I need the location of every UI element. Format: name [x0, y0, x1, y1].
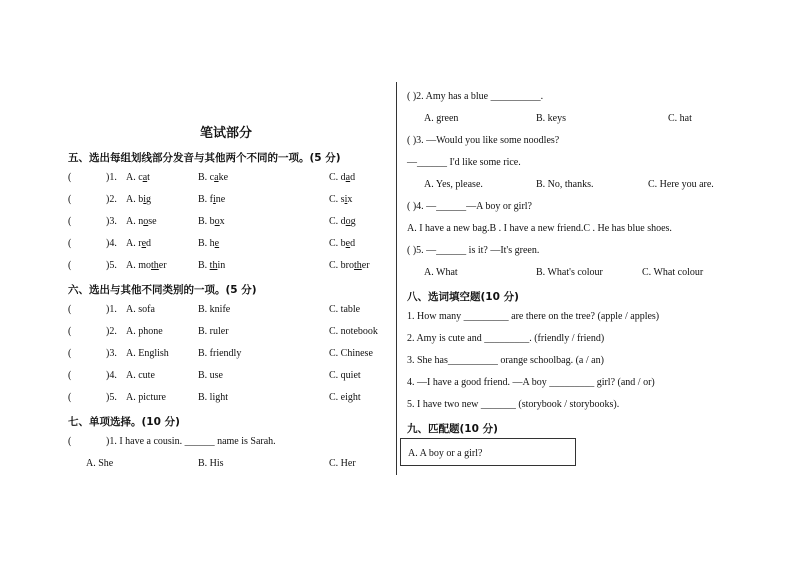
- underlined-letters: th: [354, 260, 362, 271]
- answer-paren: (: [68, 238, 72, 249]
- underlined-letters: i: [143, 194, 147, 205]
- section-7-heading: 七、单项选择。(10 分): [68, 416, 180, 428]
- option-text-part: A.: [126, 216, 139, 227]
- option-b: [198, 194, 225, 206]
- option-b: B. ruler: [198, 326, 229, 337]
- question-7-1-text: )1. I have a cousin. ______ name is Sarah.: [106, 436, 276, 447]
- option-text-part: d: [340, 216, 346, 227]
- column-divider: [396, 82, 397, 475]
- page-title: 笔试部分: [200, 126, 253, 141]
- section-9-heading: 九、匹配题(10 分): [407, 423, 498, 435]
- option-c: C. Chinese: [329, 348, 373, 359]
- question-7-3-response: —______ I'd like some rice.: [407, 157, 521, 168]
- option-b: B. knife: [198, 304, 231, 315]
- option-b: B. use: [198, 370, 223, 381]
- underlined-letters: a: [345, 172, 351, 183]
- answer-paren: (: [68, 436, 72, 447]
- underlined-letters: i: [344, 194, 348, 205]
- answer-paren: (: [68, 304, 72, 315]
- question-7-5-option-c: C. What colour: [642, 267, 704, 278]
- option-b: B. friendly: [198, 348, 242, 359]
- question-7-3-option-a: A. Yes, please.: [424, 179, 483, 190]
- option-text-part: t: [147, 172, 150, 183]
- option-a: [126, 194, 151, 206]
- option-text-part: b: [209, 216, 215, 227]
- question-number: )5.: [106, 260, 117, 271]
- option-text-part: c: [138, 172, 143, 183]
- section-8-item-5: 5. I have two new _______ (storybook / storybooks).: [407, 399, 620, 410]
- section-5-heading: 五、选出每组划线部分发音与其他两个不同的一项。(5 分): [68, 152, 341, 164]
- option-text-part: n: [138, 216, 144, 227]
- section-6-heading: 六、选出与其他不同类别的一项。(5 分): [68, 284, 257, 296]
- question-7-2-option-b: B. keys: [536, 113, 566, 124]
- option-c: C. notebook: [329, 326, 378, 337]
- option-c: [329, 260, 370, 272]
- option-text-part: g: [146, 194, 152, 205]
- question-7-1-option-b: B. His: [198, 458, 224, 469]
- underlined-letters: th: [151, 260, 159, 271]
- question-7-2-option-c: C. hat: [668, 113, 692, 124]
- section-8-heading: 八、选词填空题(10 分): [407, 291, 519, 303]
- option-b: [198, 260, 225, 272]
- option-text-part: x: [219, 216, 225, 227]
- answer-paren: (: [68, 348, 72, 359]
- question-7-2: ( )2. Amy has a blue __________.: [407, 91, 544, 102]
- option-a: A. English: [126, 348, 169, 359]
- option-text-part: B.: [198, 260, 210, 271]
- answer-paren: (: [68, 172, 72, 183]
- option-text-part: C.: [329, 194, 341, 205]
- option-text-part: A.: [126, 260, 139, 271]
- option-b: B. light: [198, 392, 229, 403]
- option-c: [329, 194, 352, 206]
- question-number: )2.: [106, 194, 117, 205]
- underlined-letters: th: [209, 260, 218, 271]
- option-text-part: B.: [198, 172, 210, 183]
- question-7-3: ( )3. —Would you like some noodles?: [407, 135, 560, 146]
- option-c: [329, 216, 356, 228]
- answer-paren: (: [68, 216, 72, 227]
- option-b: [198, 216, 225, 228]
- option-text-part: d: [340, 172, 346, 183]
- question-number: )2.: [106, 326, 117, 337]
- underlined-letters: e: [214, 238, 220, 249]
- option-text-part: in: [217, 260, 226, 271]
- underlined-letters: o: [214, 216, 220, 227]
- option-text-part: r: [138, 238, 142, 249]
- underlined-letters: o: [345, 216, 351, 227]
- underlined-letters: i: [213, 194, 216, 205]
- question-number: )1.: [106, 304, 117, 315]
- question-7-4-options: A. I have a new bag.B . I have a new friend.C . He has blue shoes.: [407, 223, 672, 234]
- option-a: [126, 260, 167, 272]
- option-c: C. quiet: [329, 370, 361, 381]
- option-text-part: C.: [329, 172, 341, 183]
- option-a: A. phone: [126, 326, 163, 337]
- answer-paren: (: [68, 194, 72, 205]
- question-number: )4.: [106, 238, 117, 249]
- option-text-part: er: [158, 260, 167, 271]
- underlined-letters: o: [143, 216, 149, 227]
- option-text-part: f: [209, 194, 214, 205]
- option-text-part: b: [138, 194, 144, 205]
- match-box-text: A. A boy or a girl?: [408, 448, 483, 459]
- option-text-part: er: [361, 260, 370, 271]
- underlined-letters: a: [214, 172, 219, 183]
- option-text-part: C.: [329, 260, 341, 271]
- option-text-part: bro: [340, 260, 355, 271]
- option-a: [126, 238, 151, 250]
- match-box: [400, 438, 576, 466]
- option-text-part: A.: [126, 172, 139, 183]
- option-a: A. cute: [126, 370, 155, 381]
- option-c: C. eight: [329, 392, 361, 403]
- question-7-1-option-a: A. She: [86, 458, 114, 469]
- underlined-letters: a: [142, 172, 148, 183]
- question-7-5-option-b: B. What's colour: [536, 267, 603, 278]
- question-number: )1.: [106, 172, 117, 183]
- answer-paren: (: [68, 370, 72, 381]
- answer-paren: (: [68, 392, 72, 403]
- option-text-part: B.: [198, 216, 210, 227]
- option-text-part: c: [209, 172, 215, 183]
- option-c: C. table: [329, 304, 361, 315]
- question-7-1: [68, 436, 276, 448]
- section-8-item-3: 3. She has__________ orange schoolbag. (a / an): [407, 355, 604, 366]
- option-a: A. sofa: [126, 304, 155, 315]
- option-a: A. picture: [126, 392, 166, 403]
- question-7-3-option-c: C. Here you are.: [648, 179, 714, 190]
- question-7-2-option-a: A. green: [424, 113, 459, 124]
- option-text-part: d: [350, 172, 356, 183]
- option-c: [329, 238, 355, 250]
- option-text-part: C.: [329, 238, 341, 249]
- answer-paren: (: [68, 260, 72, 271]
- question-7-5: ( )5. —______ is it? —It's green.: [407, 245, 540, 256]
- question-7-1-option-c: C. Her: [329, 458, 356, 469]
- option-text-part: g: [350, 216, 356, 227]
- section-8-item-2: 2. Amy is cute and _________. (friendly / friend): [407, 333, 605, 344]
- answer-paren: (: [68, 326, 72, 337]
- option-text-part: ne: [215, 194, 226, 205]
- option-a: [126, 172, 150, 184]
- underlined-letters: e: [141, 238, 147, 249]
- question-7-5-option-a: A. What: [424, 267, 458, 278]
- option-c: [329, 172, 355, 184]
- question-number: )4.: [106, 370, 117, 381]
- option-text-part: ke: [218, 172, 229, 183]
- question-7-4: ( )4. —______—A boy or girl?: [407, 201, 532, 212]
- question-number: )3.: [106, 348, 117, 359]
- section-8-item-4: 4. —I have a good friend. —A boy _________ girl? (and / or): [407, 377, 655, 388]
- option-text-part: h: [209, 238, 215, 249]
- option-text-part: C.: [329, 216, 341, 227]
- option-a: [126, 216, 157, 228]
- option-text-part: d: [350, 238, 356, 249]
- section-8-item-1: 1. How many _________ are there on the tree? (apple / apples): [407, 311, 660, 322]
- question-7-3-option-b: B. No, thanks.: [536, 179, 594, 190]
- option-b: [198, 238, 219, 250]
- option-text-part: se: [148, 216, 157, 227]
- option-text-part: x: [347, 194, 353, 205]
- option-b: [198, 172, 228, 184]
- question-number: )5.: [106, 392, 117, 403]
- option-text-part: A.: [126, 238, 139, 249]
- option-text-part: d: [146, 238, 152, 249]
- option-text-part: B.: [198, 238, 210, 249]
- option-text-part: mo: [138, 260, 152, 271]
- question-number: )3.: [106, 216, 117, 227]
- underlined-letters: e: [345, 238, 351, 249]
- option-text-part: B.: [198, 194, 210, 205]
- option-text-part: b: [340, 238, 346, 249]
- option-text-part: A.: [126, 194, 139, 205]
- option-text-part: s: [340, 194, 345, 205]
